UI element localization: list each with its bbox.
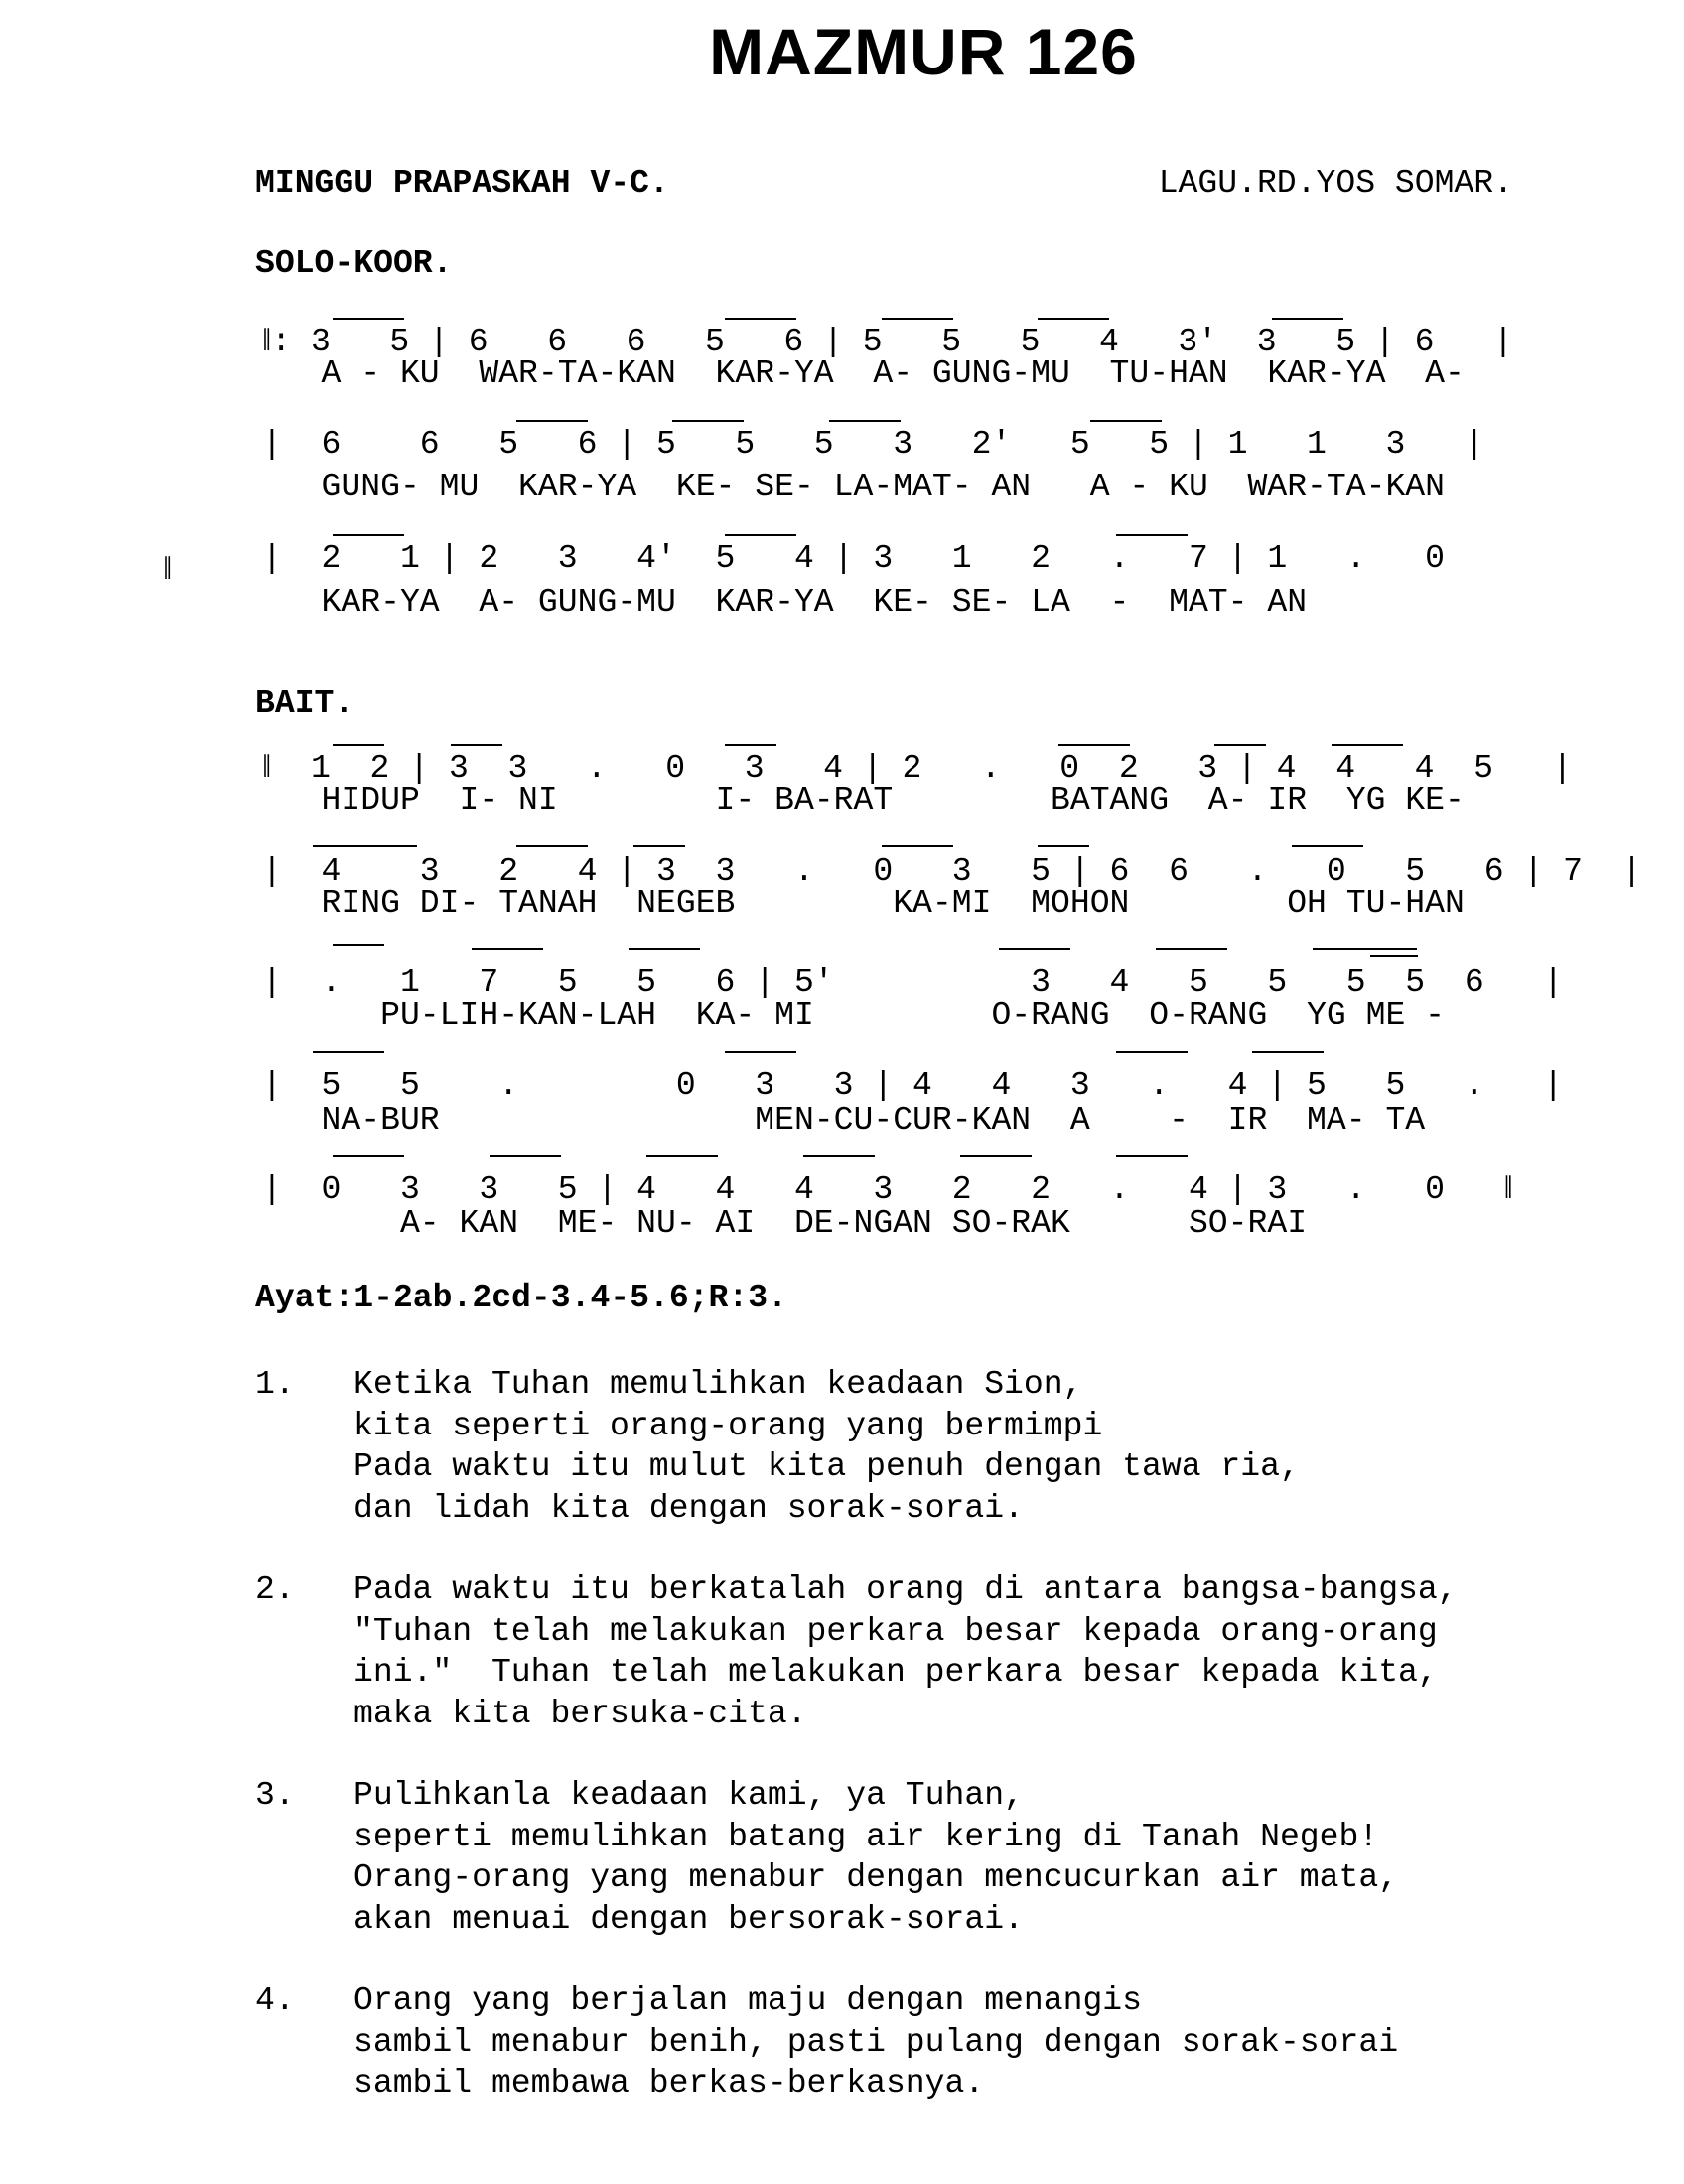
verse-heading: BAIT. bbox=[255, 684, 354, 722]
beam-line bbox=[725, 318, 796, 320]
beam-line bbox=[333, 318, 404, 320]
beam-line bbox=[333, 534, 404, 536]
verse-text bbox=[255, 1775, 1458, 1940]
verse-notes-3: | . 1 7 5 5 6 | 5' 3 4 5 5 5 5 6 | bbox=[262, 963, 1564, 1001]
verse-lyrics-1: HIDUP I- NI I- BA-RAT BATANG A- IR YG KE- bbox=[262, 781, 1465, 819]
beam-line bbox=[633, 845, 685, 847]
beam-line bbox=[725, 744, 776, 746]
verse-line: Pulihkanla keadaan kami, ya Tuhan, bbox=[353, 1776, 1024, 1814]
beam-line bbox=[1272, 318, 1343, 320]
verse-notes-2: | 4 3 2 4 | 3 3 . 0 3 5 | 6 6 . 0 5 6 | 7 | bbox=[262, 852, 1642, 889]
refrain-notes-3: | 2 1 | 2 3 4' 5 4 | 3 1 2 . 7 | 1 . 0 bbox=[262, 539, 1446, 577]
verse-text bbox=[255, 1364, 1458, 1529]
beam-line bbox=[333, 944, 384, 946]
beam-line bbox=[313, 1051, 384, 1053]
beam-line bbox=[1116, 534, 1188, 536]
ayat-label: Ayat:1-2ab.2cd-3.4-5.6;R:3. bbox=[255, 1279, 787, 1316]
verse-number: 1. bbox=[255, 1365, 295, 1403]
beam-line bbox=[960, 1155, 1032, 1157]
verse-notes-5: | 0 3 3 5 | 4 4 4 3 2 2 . 4 | 3 . 0 ‖ bbox=[262, 1170, 1513, 1208]
verse-line: Ketika Tuhan memulihkan keadaan Sion, bbox=[353, 1365, 1083, 1403]
verse-notes-1: ‖ 1 2 | 3 3 . 0 3 4 | 2 . 0 2 3 | 4 4 4 5 | bbox=[262, 750, 1573, 787]
composer-label: LAGU.RD.YOS SOMAR. bbox=[1158, 164, 1513, 202]
beam-line bbox=[646, 1155, 718, 1157]
verse-line: akan menuai dengan bersorak-sorai. bbox=[353, 1899, 1024, 1938]
verse-line: ini." Tuhan telah melakukan perkara besar kepada kita, bbox=[353, 1653, 1438, 1691]
beam-line bbox=[999, 948, 1070, 950]
verse-line: Pada waktu itu berkatalah orang di antara bangsa-bangsa, bbox=[353, 1570, 1458, 1608]
verse-line: kita seperti orang-orang yang bermimpi bbox=[353, 1406, 1103, 1444]
beam-line bbox=[725, 1051, 796, 1053]
refrain-heading: SOLO-KOOR. bbox=[255, 244, 453, 282]
beam-line bbox=[882, 845, 953, 847]
verse-texts bbox=[255, 1364, 1458, 2145]
refrain-notes-2: | 6 6 5 6 | 5 5 5 3 2' 5 5 | 1 1 3 | bbox=[262, 425, 1484, 463]
beam-line bbox=[472, 948, 543, 950]
beam-line bbox=[1292, 845, 1363, 847]
verse-line: maka kita bersuka-cita. bbox=[353, 1694, 807, 1732]
beam-line bbox=[829, 420, 901, 422]
refrain-lyrics-1: A - KU WAR-TA-KAN KAR-YA A- GUNG-MU TU-HAN KAR-YA A- bbox=[262, 354, 1465, 392]
verse-lyrics-4: NA-BUR MEN-CU-CUR-KAN A - IR MA- TA bbox=[262, 1101, 1426, 1139]
verse-line: sambil menabur benih, pasti pulang dengan sorak-sorai bbox=[353, 2022, 1399, 2061]
beam-line bbox=[1252, 1051, 1324, 1053]
beam-line bbox=[672, 420, 744, 422]
verse-number: 3. bbox=[255, 1776, 295, 1814]
verse-notes-4: | 5 5 . 0 3 3 | 4 4 3 . 4 | 5 5 . | bbox=[262, 1066, 1564, 1104]
verse-line: Orang-orang yang menabur dengan mencucurkan air mata, bbox=[353, 1858, 1399, 1896]
refrain-lyrics-2: GUNG- MU KAR-YA KE- SE- LA-MAT- AN A - KU WAR-TA-KAN bbox=[262, 468, 1446, 505]
beam-line bbox=[1156, 948, 1227, 950]
verse-lyrics-3: PU-LIH-KAN-LAH KA- MI O-RANG O-RANG YG ME - bbox=[262, 996, 1446, 1033]
beam-line bbox=[516, 845, 588, 847]
beam-line bbox=[333, 1155, 404, 1157]
beam-line bbox=[1090, 420, 1162, 422]
verse-line: seperti memulihkan batang air kering di Tanah Negeb! bbox=[353, 1817, 1379, 1855]
beam-line bbox=[803, 1155, 875, 1157]
verse-line: Orang yang berjalan maju dengan menangis bbox=[353, 1981, 1143, 2019]
verse-number: 2. bbox=[255, 1570, 295, 1608]
beam-line bbox=[1370, 955, 1418, 957]
verse-text bbox=[255, 1980, 1458, 2105]
verse-number: 4. bbox=[255, 1981, 295, 2019]
beam-line bbox=[1214, 744, 1266, 746]
beam-line bbox=[1313, 948, 1417, 950]
beam-line bbox=[451, 744, 502, 746]
beam-line bbox=[1038, 845, 1089, 847]
page-title: MAZMUR 126 bbox=[709, 15, 1138, 88]
beam-line bbox=[882, 318, 953, 320]
verse-line: "Tuhan telah melakukan perkara besar kepada orang-orang bbox=[353, 1611, 1438, 1650]
refrain-notes-1: ‖: 3 5 | 6 6 6 5 6 | 5 5 5 4 3' 3 5 | 6 | bbox=[262, 323, 1513, 360]
verse-line: Pada waktu itu mulut kita penuh dengan tawa ria, bbox=[353, 1447, 1300, 1485]
verse-text bbox=[255, 1570, 1458, 1734]
repeat-mark: ‖ bbox=[163, 551, 173, 589]
refrain-lyrics-3: KAR-YA A- GUNG-MU KAR-YA KE- SE- LA - MAT- AN bbox=[262, 583, 1308, 620]
beam-line bbox=[1058, 744, 1130, 746]
beam-line bbox=[516, 420, 588, 422]
verse-line: sambil membawa berkas-berkasnya. bbox=[353, 2064, 985, 2102]
beam-line bbox=[1116, 1051, 1188, 1053]
occasion-label: MINGGU PRAPASKAH V-C. bbox=[255, 164, 669, 202]
beam-line bbox=[1332, 744, 1403, 746]
beam-line bbox=[313, 845, 417, 847]
beam-line bbox=[629, 948, 700, 950]
beam-line bbox=[1116, 1155, 1188, 1157]
beam-line bbox=[725, 534, 796, 536]
verse-lyrics-2: RING DI- TANAH NEGEB KA-MI MOHON OH TU-HAN bbox=[262, 885, 1465, 922]
beam-line bbox=[333, 744, 384, 746]
beam-line bbox=[1038, 318, 1109, 320]
beam-line bbox=[490, 1155, 561, 1157]
verse-lyrics-5: A- KAN ME- NU- AI DE-NGAN SO-RAK SO-RAI bbox=[262, 1204, 1308, 1242]
verse-line: dan lidah kita dengan sorak-sorai. bbox=[353, 1488, 1024, 1527]
